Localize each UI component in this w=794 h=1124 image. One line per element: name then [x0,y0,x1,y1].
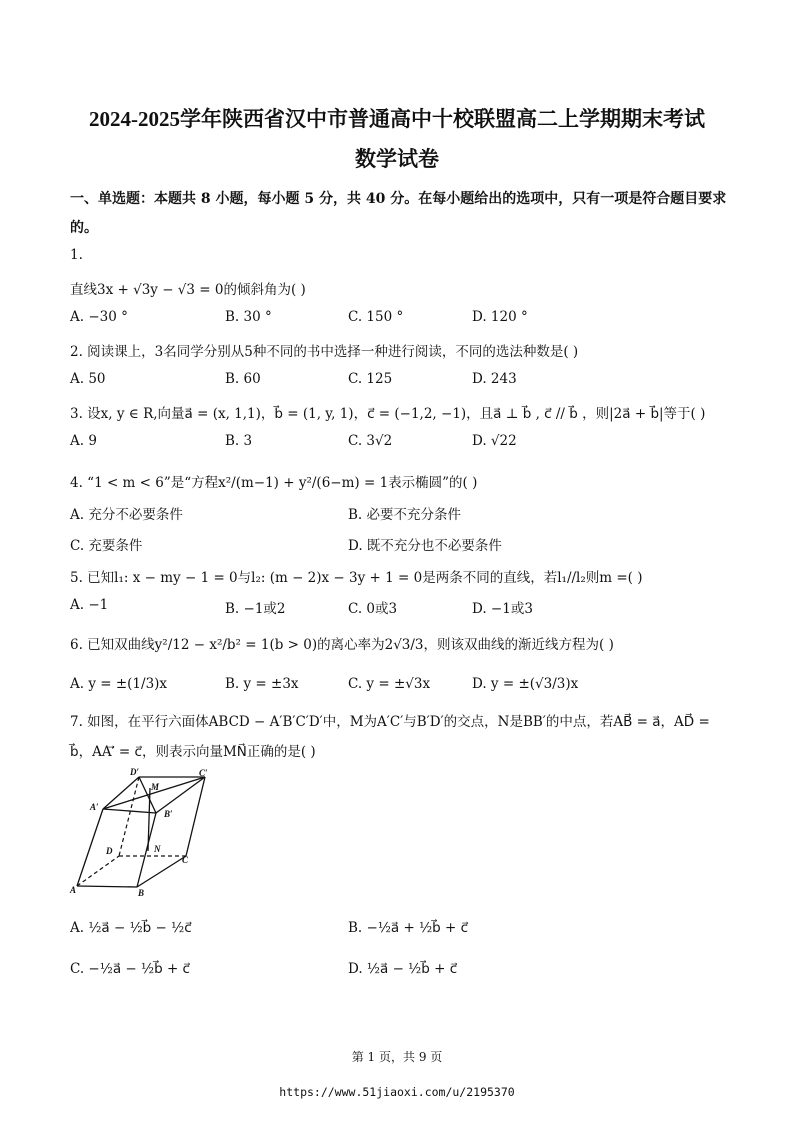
label-m: M [151,782,160,792]
q4-option-c: C. 充要条件 [70,538,143,554]
exam-title-line1: 2024-2025学年陕西省汉中市普通高中十校联盟高二上学期期末考试 [89,107,705,131]
edge-d1d-hidden [119,777,139,856]
q3-option-d: D. √22 [472,433,517,449]
label-d1: D′ [130,767,140,777]
q6-option-d: D. y = ±(√3/3)x [472,676,579,692]
q7-option-c: C. −½a⃗ − ½b⃗ + c⃗ [70,961,190,977]
q7-stem-cont: b⃗，AA′⃗ = c⃗，则表示向量MN⃗正确的是( ) [70,744,316,760]
q7-option-a: A. ½a⃗ − ½b⃗ − ½c⃗ [70,920,192,936]
edge-ab [77,886,137,887]
q3-stem: 3. 设x, y ∈ R,向量a⃗ = (x, 1,1)，b⃗ = (1, y, 1)，c⃗ = (−1,2, −1)，且a⃗ ⊥ b⃗ , c⃗ // b⃗ ，则|2a⃗ + b⃗|等于( ) [70,406,706,422]
section-heading-cont: 的。 [70,220,98,236]
q5-option-a: A. −1 [70,597,109,613]
watermark-url[interactable]: https://www.51jiaoxi.com/u/2195370 [279,1085,515,1099]
edge-d1a1 [103,777,139,809]
label-b: B [138,888,145,898]
q6-option-a: A. y = ±(1/3)x [70,676,168,692]
q5-option-c: C. 0或3 [348,601,398,617]
q7-stem: 7. 如图，在平行六面体ABCD − A′B′C′D′中，M为A′C′与B′D′的交点，N是BB′的中点，若AB⃗ = a⃗，AD⃗ = [70,714,710,730]
edge-ad-hidden [77,856,119,886]
q4-option-b: B. 必要不充分条件 [348,507,462,523]
label-d: D [106,846,113,856]
q4-stem: 4. “1 < m < 6”是“方程x²/(m−1) + y²/(6−m) = 1表示椭圆”的( ) [70,475,478,491]
q5-option-d: D. −1或3 [472,601,533,617]
q2-option-d: D. 243 [472,371,517,387]
q4-option-a: A. 充分不必要条件 [70,507,183,523]
q1-stem: 直线3x + √3y − √3 = 0的倾斜角为( ) [70,282,306,298]
parallelepiped-figure [70,767,208,898]
label-a: A [70,885,77,895]
q3-option-a: A. 9 [70,433,97,449]
label-c: C [182,855,189,865]
label-a1: A′ [90,802,99,812]
q2-option-b: B. 60 [225,371,261,387]
q6-option-b: B. y = ±3x [225,676,299,692]
q3-option-b: B. 3 [225,433,253,449]
label-c1: C′ [199,768,208,778]
exam-title-line2: 数学试卷 [355,147,439,171]
q6-stem: 6. 已知双曲线y²/12 − x²/b² = 1(b > 0)的离心率为2√3/3，则该双曲线的渐近线方程为( ) [70,637,614,653]
q1-option-a: A. −30 ° [70,309,128,325]
q1-option-b: B. 30 ° [225,309,272,325]
q7-option-b: B. −½a⃗ + ½b⃗ + c⃗ [348,920,469,936]
label-b1: B′ [164,809,173,819]
section-heading: 一、单选题：本题共 8 小题，每小题 5 分，共 40 分。在每小题给出的选项中，只有一项是符合题目要求 [70,191,727,207]
label-n: N [154,844,161,854]
q7-option-d: D. ½a⃗ − ½b⃗ + c⃗ [348,961,458,977]
q2-option-a: A. 50 [70,371,106,387]
page-footer: 第 1 页，共 9 页 [351,1050,443,1064]
q2-stem: 2. 阅读课上，3名同学分别从5种不同的书中选择一种进行阅读，不同的选法种数是( ) [70,344,579,360]
q1-option-c: C. 150 ° [348,309,404,325]
q4-option-d: D. 既不充分也不必要条件 [348,538,502,554]
q5-option-b: B. −1或2 [225,601,286,617]
q5-stem: 5. 已知l₁: x − my − 1 = 0与l₂: (m − 2)x − 3y + 1 = 0是两条不同的直线，若l₁//l₂则m =( ) [70,570,643,586]
q1-number: 1. [70,247,83,263]
q2-option-c: C. 125 [348,371,393,387]
q6-option-c: C. y = ±√3x [348,676,431,692]
q1-option-d: D. 120 ° [472,309,528,325]
q3-option-c: C. 3√2 [348,433,393,449]
edge-a1a [77,809,103,886]
